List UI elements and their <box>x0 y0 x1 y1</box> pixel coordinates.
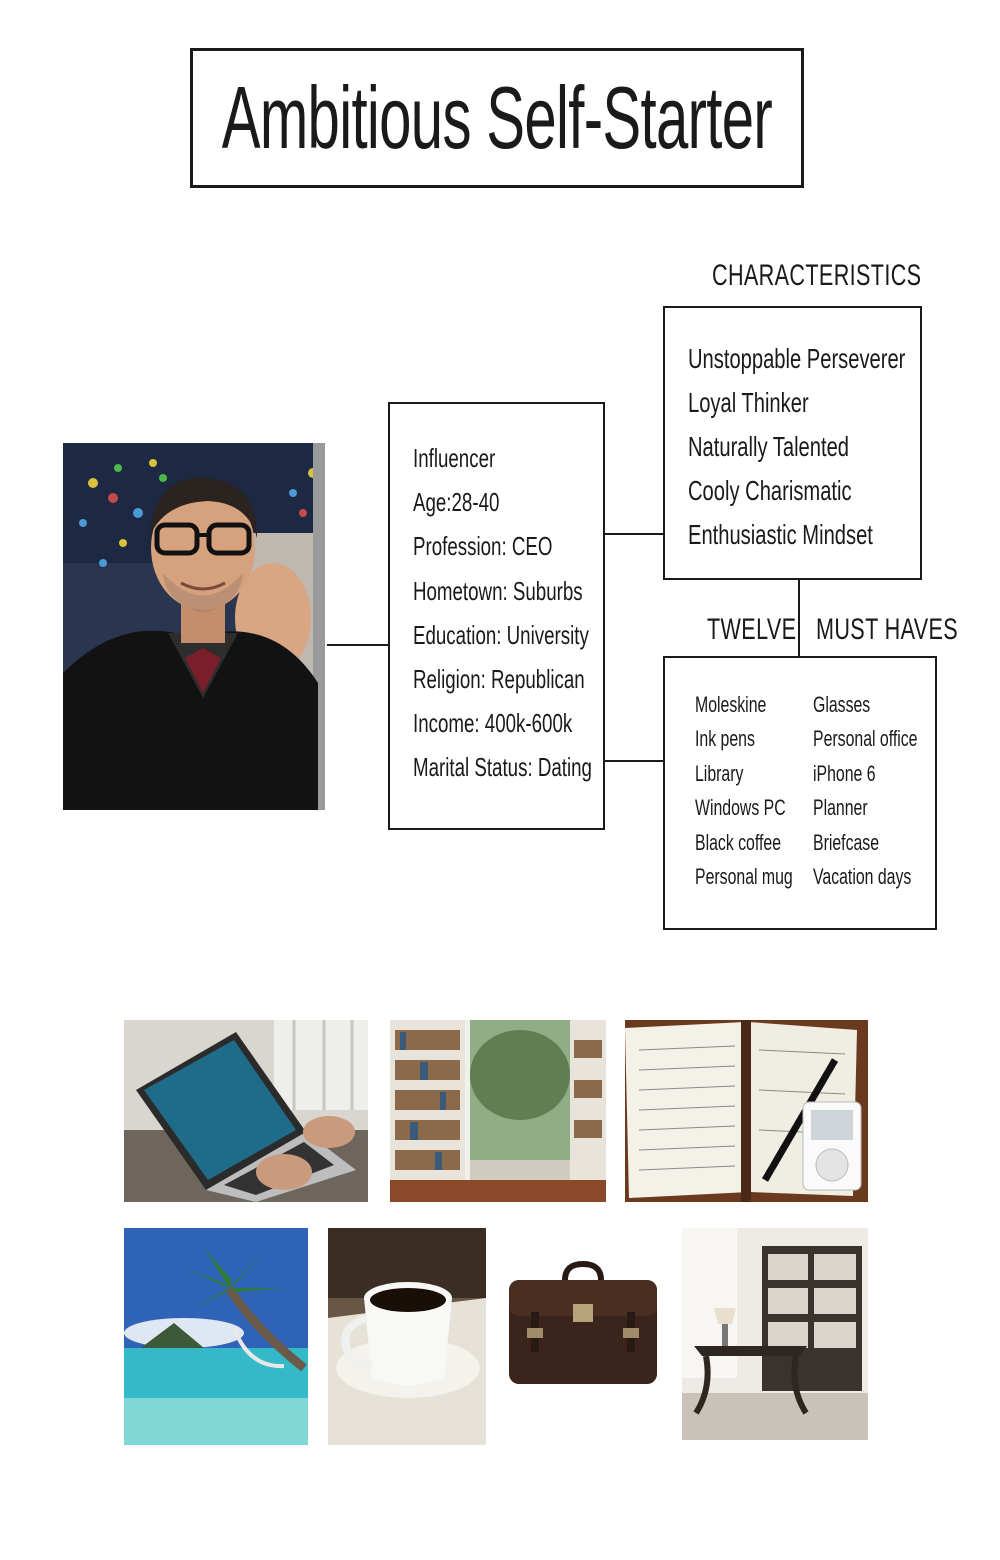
laptop-photo <box>124 1020 368 1202</box>
portrait-photo <box>63 443 325 810</box>
musthave-item: Personal mug <box>695 864 793 890</box>
connector-profile-musthaves <box>605 760 664 762</box>
connector-profile-characteristics <box>605 533 664 535</box>
beach-photo <box>124 1228 308 1445</box>
library-photo <box>390 1020 606 1202</box>
musthaves-column-right-inner <box>813 688 918 894</box>
profile-education: Education: University <box>413 619 589 650</box>
musthaves-heading-right: MUST HAVES <box>816 613 959 646</box>
profile-age: Age:28-40 <box>413 487 500 518</box>
characteristic-item: Enthusiastic Mindset <box>688 519 873 550</box>
characteristic-item: Loyal Thinker <box>688 387 809 418</box>
title-box <box>190 48 804 188</box>
notebook-photo <box>625 1020 868 1202</box>
musthave-item: Black coffee <box>695 829 782 855</box>
characteristic-item: Naturally Talented <box>688 431 850 462</box>
office-photo <box>682 1228 868 1440</box>
characteristics-list-inner <box>688 337 905 557</box>
musthave-item: iPhone 6 <box>813 760 876 786</box>
page-title: Ambitious Self-Starter <box>221 68 773 167</box>
profile-list <box>413 436 662 790</box>
musthave-item: Moleskine <box>695 692 767 717</box>
musthaves-heading-left-wrap <box>707 613 831 647</box>
connector-photo-profile <box>327 644 389 646</box>
profile-profession: Profession: CEO <box>413 531 553 562</box>
characteristics-heading-wrap <box>712 259 1000 293</box>
musthave-item: Windows PC <box>695 795 786 821</box>
characteristic-item: Unstoppable Perseverer <box>688 343 906 374</box>
characteristics-list <box>688 337 990 557</box>
profile-religion: Religion: Republican <box>413 664 585 695</box>
characteristics-heading: CHARACTERISTICS <box>712 259 922 292</box>
musthave-item: Briefcase <box>813 829 880 855</box>
musthave-item: Personal office <box>813 726 918 752</box>
musthave-item: Vacation days <box>813 864 912 890</box>
musthaves-heading-right-wrap <box>816 613 1000 647</box>
musthave-item: Glasses <box>813 692 871 717</box>
musthaves-column-right <box>813 688 958 894</box>
musthave-item: Library <box>695 760 744 786</box>
profile-influencer: Influencer <box>413 443 496 473</box>
musthave-item: Planner <box>813 795 868 821</box>
musthaves-column-left-inner <box>695 688 793 894</box>
characteristic-item: Cooly Charismatic <box>688 475 852 506</box>
profile-hometown: Hometown: Suburbs <box>413 575 583 606</box>
profile-income: Income: 400k-600k <box>413 708 573 739</box>
profile-list-inner <box>413 436 592 790</box>
briefcase-photo <box>503 1258 663 1390</box>
musthave-item: Ink pens <box>695 726 755 752</box>
musthaves-heading-left: TWELVE <box>707 613 797 646</box>
profile-marital-status: Marital Status: Dating <box>413 752 592 783</box>
coffee-photo <box>328 1228 486 1445</box>
musthaves-column-left <box>695 688 831 894</box>
